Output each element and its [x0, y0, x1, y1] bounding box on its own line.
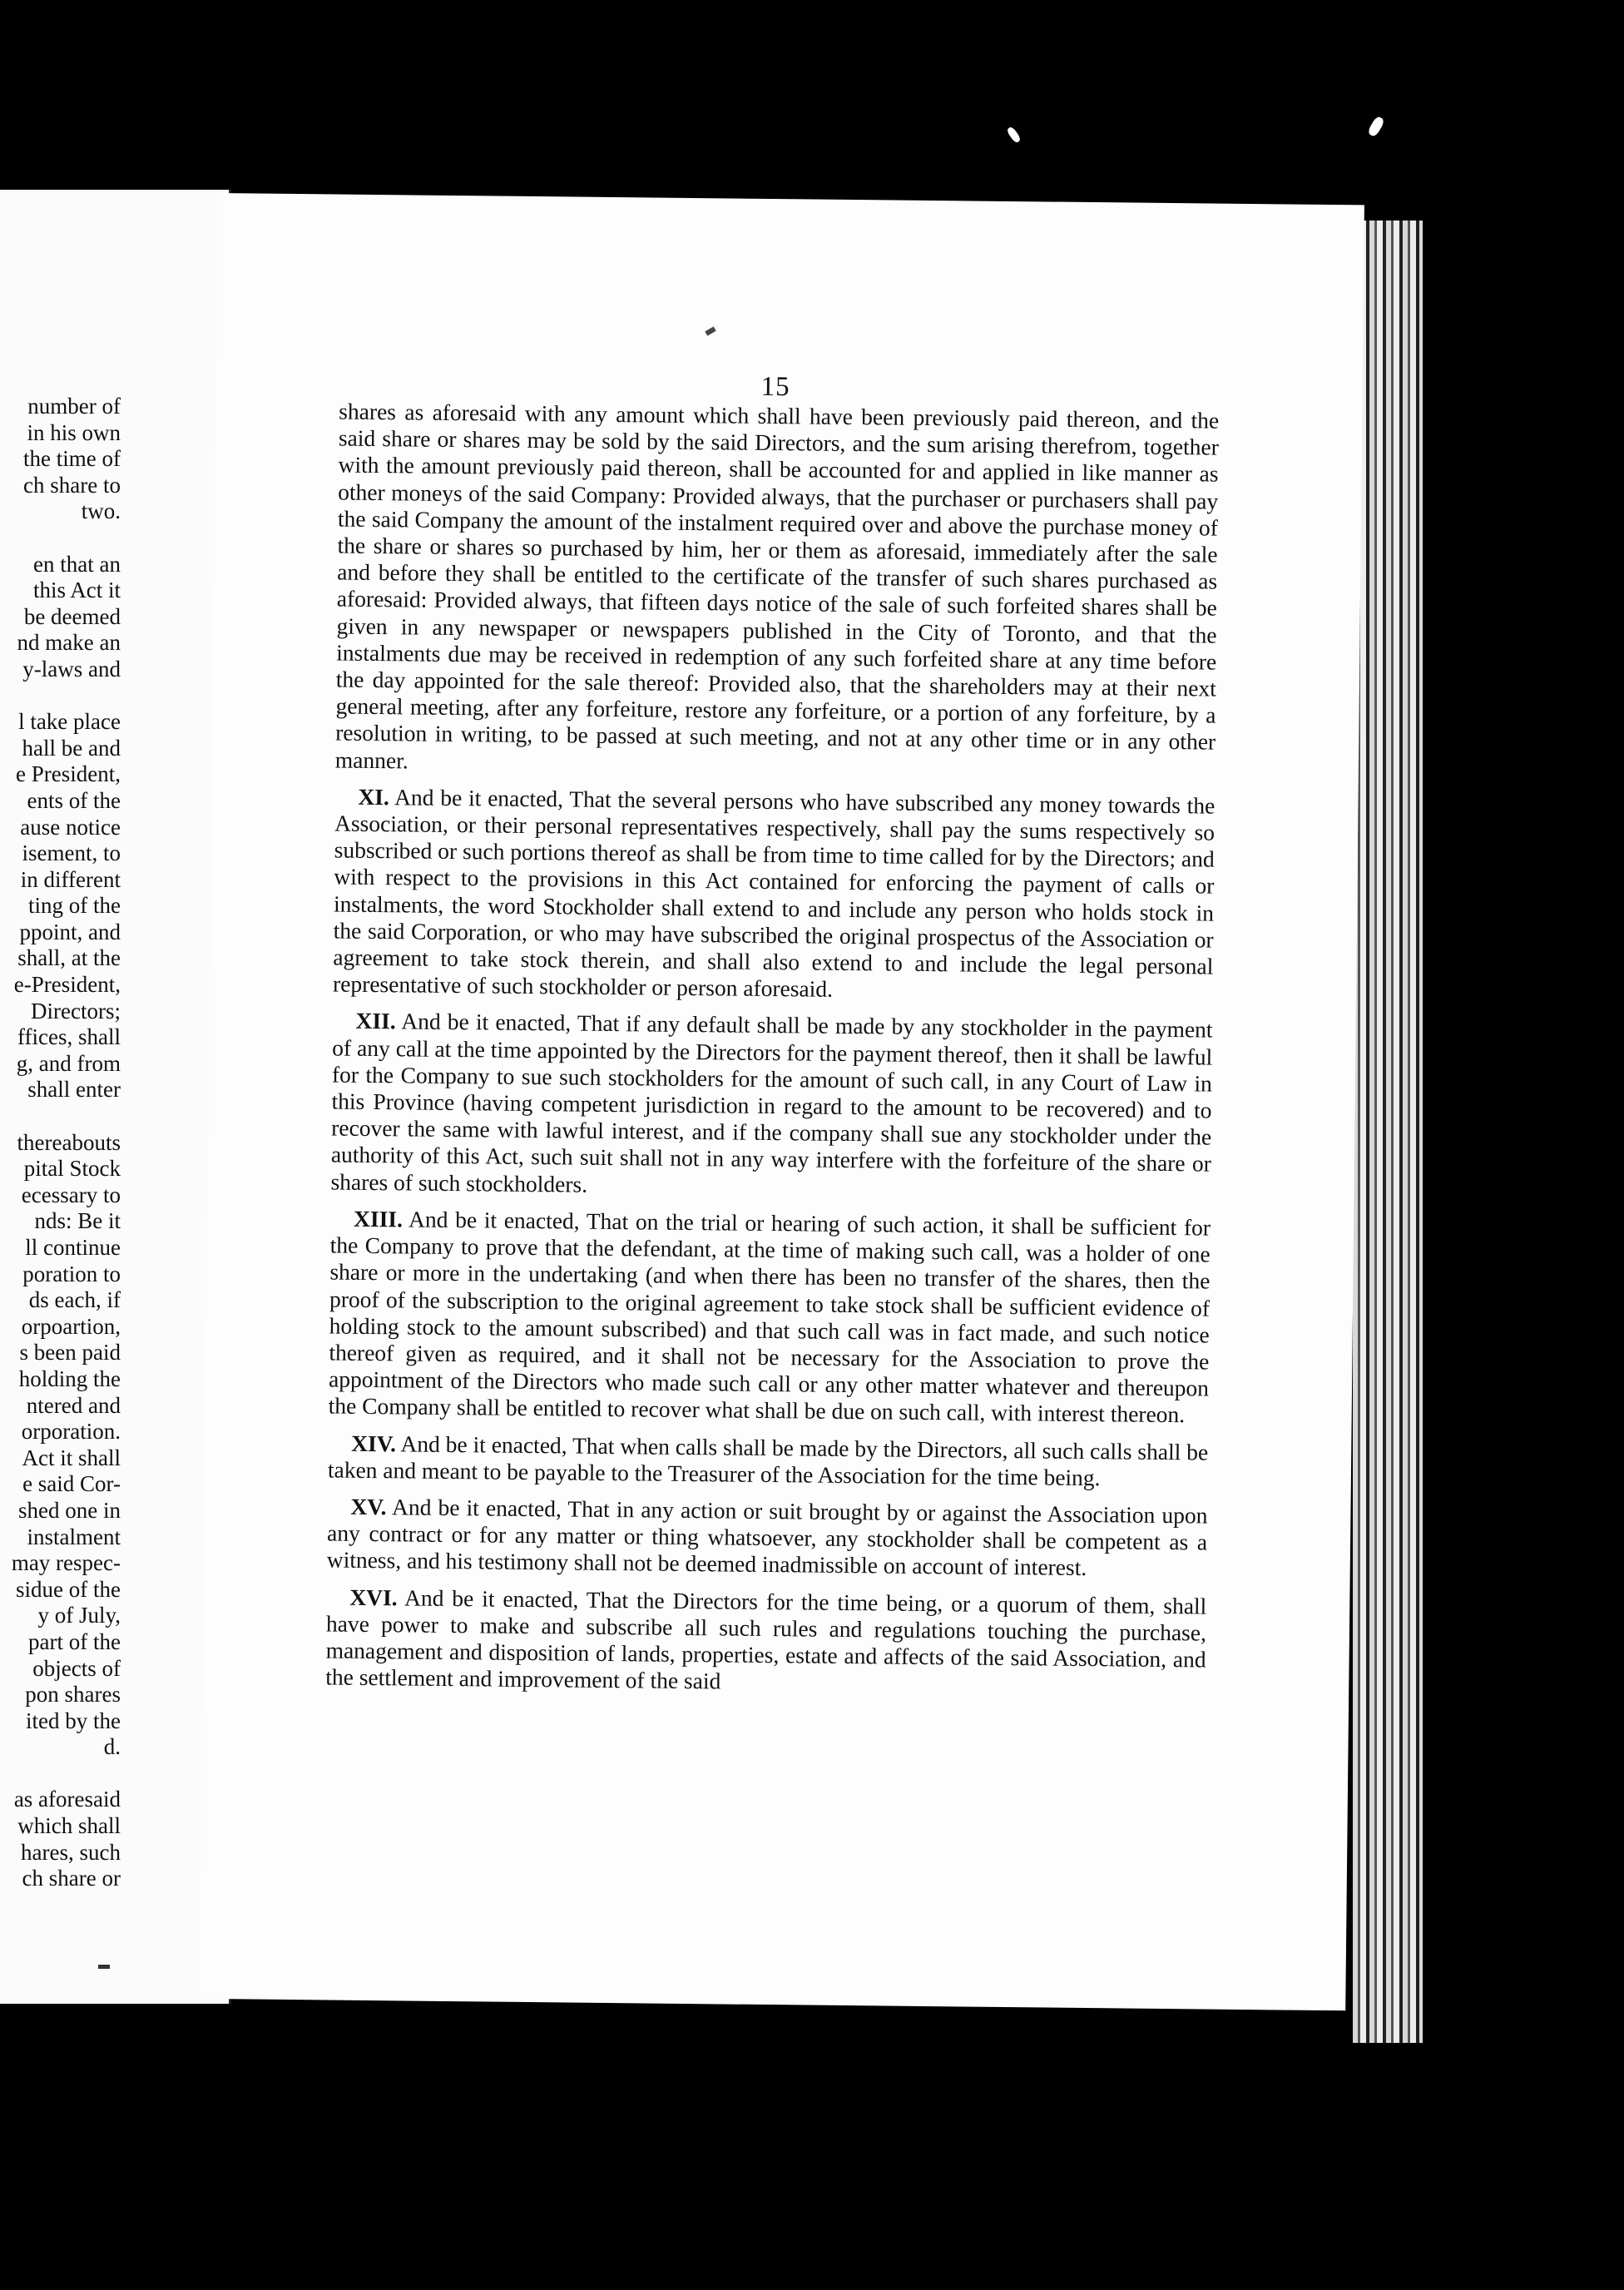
left-page-line: sidue of the: [16, 1576, 121, 1602]
left-facing-page: [0, 190, 231, 2004]
left-page-line: e President,: [16, 761, 121, 787]
left-page-line: ll continue: [25, 1235, 121, 1260]
left-page-line: the time of: [23, 446, 121, 472]
scan-speck: [1006, 126, 1022, 144]
left-page-line: y of July,: [37, 1603, 121, 1628]
section-xv: [327, 1493, 1208, 1583]
left-page-line: ecessary to: [21, 1182, 121, 1207]
ink-mark: [98, 1965, 110, 1969]
left-page-line: shall, at the: [17, 945, 121, 971]
left-page-line: in different: [20, 866, 121, 892]
left-page-line: in his own: [27, 419, 121, 445]
section-text: And be it enacted, That the Directors for the time being, or a quorum of them, shall have power to make and subscribe all such rules and regulations touching the purchase, management and disposition of lands, properties, estate and affects of the said Association, and the settlement and improvement of the said: [325, 1584, 1207, 1694]
left-page-line: orpoartion,: [21, 1313, 121, 1339]
left-page-line: e said Cor-: [22, 1471, 121, 1497]
paragraph-text: shares as aforesaid with any amount which shall have been previously paid thereon, and the said share or shares may be sold by the said Directors, and the sum arising therefrom, together with the amount previously paid thereon, shall be accounted for and applied in like manner as other moneys of the said Company: Provided always, that the purchaser or purchasers shall pay the said Company the amount of the instalment required over and above the purchase money of the share or shares so purchased by him, her or them as aforesaid, immediately after the sale and before they shall be entitled to the certificate of the transfer of such shares purchased as aforesaid: Provided always, that fifteen days notice of the sale of such forfeited shares shall be given in any newspaper or newspapers published in the City of Toronto, and that the instalments due may be received in redemption of any such forfeited share at any time before the day appointed for the sale thereof: Provided also, that the shareholders may at their next general meeting, after any forfeiture, restore any forfeiture, or a portion of any forfeiture, by a resolution in writing, to be passed at such meeting, and not at any other time or in any other manner.: [334, 398, 1220, 774]
left-page-line: [0, 683, 121, 710]
left-page-line: holding the: [18, 1366, 121, 1391]
left-page-line: ents of the: [27, 787, 121, 813]
left-page-line: may respec-: [11, 1550, 121, 1576]
left-page-line: nds: Be it: [34, 1208, 121, 1234]
left-page-line: [0, 525, 121, 552]
section-text: And be it enacted, That on the trial or hearing of such action, it shall be sufficient for the Company to prove that the defendant, at the time of making such call, was a holder of one share or more in the undertaking (and when there has been no transfer of the shares, then the proof of the subscription to the original agreement to take stock shall be sufficient evidence of holding stock to the amount subscribed) and that such call was in fact made, and such notice thereof given as required, and it shall not be necessary for the Association to prove the appointment of the Directors who made such call or any other matter whatever and thereupon the Company shall be entitled to recover what shall be due on such call, with interest thereon.: [328, 1206, 1211, 1428]
left-page-line: as aforesaid: [13, 1787, 121, 1812]
left-page-line: d.: [103, 1734, 121, 1760]
left-page-line: ause notice: [20, 814, 121, 840]
scan-speck: [1367, 116, 1385, 138]
left-page-line: ited by the: [26, 1708, 121, 1733]
left-page-line: g, and from: [16, 1050, 121, 1076]
left-page-line: objects of: [32, 1655, 121, 1681]
left-page-line: orporation.: [21, 1419, 121, 1445]
section-xi: [333, 783, 1216, 1007]
left-page-line: s been paid: [19, 1340, 121, 1366]
section-text: And be it enacted, That the several persons who have subscribed any money towards the Association, or their personal representatives respectively, shall pay the sums respectively so subscribed or such portions thereof as shall be from time to time called for by the Directors; and with respect to the provisions in this Act contained for enforcing the payment of calls or instalments, the word Stockholder shall extend to and include any person who holds stock in the said Corporation, or who may have subscribed the original prospectus of the Association or agreement to take stock therein, and shall also extend to and include the legal personal representative of such stockholder or person aforesaid.: [332, 784, 1216, 1003]
section-number: XIV.: [351, 1430, 397, 1456]
section-number: XI.: [358, 783, 390, 810]
page-body: [325, 399, 1219, 1710]
left-page-line: shall enter: [27, 1077, 121, 1103]
left-page-line: hares, such: [21, 1839, 121, 1865]
left-page-line: e-President,: [13, 972, 121, 998]
left-page-line: pital Stock: [23, 1156, 121, 1182]
left-page-line: l take place: [18, 709, 121, 735]
left-page-line: number of: [27, 394, 121, 419]
left-page-line: pon shares: [25, 1682, 121, 1708]
left-page-line: which shall: [17, 1813, 121, 1839]
section-text: And be it enacted, That if any default shall be made by any stockholder in the payment of any call at the time appointed by the Directors for the payment thereof, then it shall be lawful for the Company to sue such stockholders for the amount of such call, in any Court of Law in this Province (having competent jurisdiction in regard to the amount to be recovered) and to recover the same with lawful interest, and if the company shall sue any stockholder under the authority of this Act, such suit shall not in any way interfere with the forfeiture of the share or shares of such stockholders.: [330, 1008, 1213, 1197]
left-page-text: [0, 394, 121, 1892]
left-page-line: thereabouts: [17, 1129, 121, 1155]
left-page-line: y-laws and: [22, 656, 121, 682]
left-page-line: ch share or: [22, 1866, 121, 1891]
left-page-line: hall be and: [22, 735, 121, 761]
section-number: XVI.: [349, 1584, 398, 1610]
section-xiii: [329, 1205, 1211, 1429]
left-page-line: ntered and: [26, 1392, 121, 1418]
left-page-line: part of the: [28, 1628, 121, 1654]
left-page-line: [0, 1761, 121, 1787]
left-page-line: Act it shall: [22, 1445, 121, 1470]
left-page-line: ds each, if: [28, 1287, 121, 1313]
left-page-line: isement, to: [22, 840, 121, 866]
left-page-line: [0, 1103, 121, 1130]
left-page-line: instalment: [27, 1524, 121, 1549]
left-page-line: Directors;: [31, 998, 121, 1024]
section-xiv: [328, 1430, 1209, 1492]
right-page: [199, 193, 1364, 2010]
section-number: XV.: [350, 1493, 387, 1520]
left-page-line: en that an: [33, 551, 121, 577]
left-page-line: ppoint, and: [19, 919, 121, 944]
section-text: And be it enacted, That in any action or suit brought by or against the Association upon any contract or for any matter or thing whatsoever, any stockholder shall be competent as a witness, and his testimony shall not be deemed inadmissible on account of interest.: [326, 1494, 1208, 1581]
book-page-edges: [1353, 221, 1423, 2043]
section-text: And be it enacted, That when calls shall be made by the Directors, all such calls shall be taken and meant to be payable to the Treasurer of the Association for the time being.: [327, 1430, 1209, 1490]
section-number: XII.: [355, 1008, 396, 1034]
left-page-line: poration to: [22, 1261, 121, 1286]
left-page-line: two.: [81, 498, 121, 524]
left-page-line: ting of the: [28, 893, 121, 919]
section-number: XIII.: [353, 1205, 404, 1232]
left-page-line: shed one in: [18, 1497, 121, 1523]
section-xvi: [325, 1584, 1206, 1700]
paragraph-continued: [335, 399, 1220, 783]
left-page-line: ffices, shall: [17, 1024, 121, 1050]
left-page-line: be deemed: [23, 603, 121, 629]
left-page-line: this Act it: [32, 577, 121, 603]
left-page-line: ch share to: [23, 472, 121, 498]
section-xii: [330, 1008, 1212, 1204]
left-page-line: nd make an: [17, 630, 121, 656]
page-number: 15: [760, 371, 790, 403]
